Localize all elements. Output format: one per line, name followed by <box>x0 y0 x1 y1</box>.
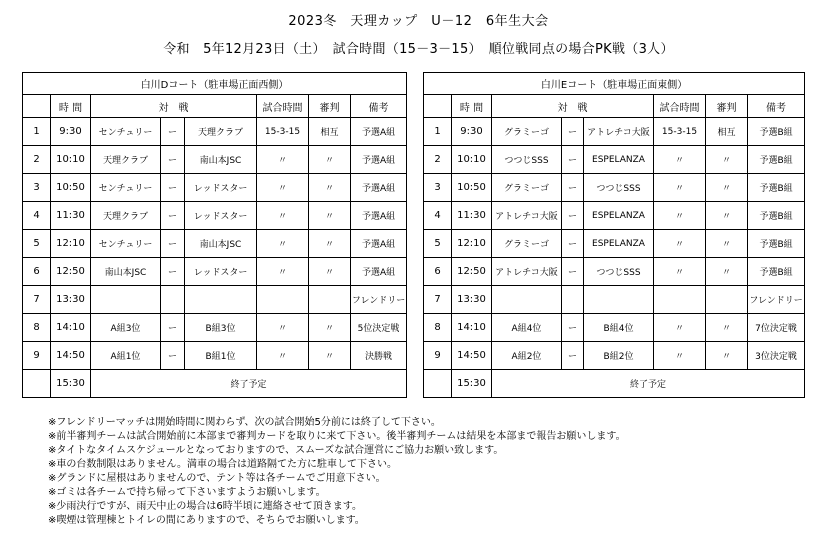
header-duration: 試合時間 <box>654 95 706 118</box>
match-number: 5 <box>23 230 51 258</box>
team-b: ESPELANZA <box>584 146 654 174</box>
team-a <box>91 286 161 314</box>
team-b: アトレチコ大阪 <box>584 118 654 146</box>
match-time: 12:50 <box>51 258 91 286</box>
referee: 〃 <box>309 174 351 202</box>
remarks: 5位決定戦 <box>351 314 407 342</box>
vs-dash: ー <box>562 174 584 202</box>
header-row <box>23 95 407 118</box>
schedule-row <box>424 342 805 370</box>
match-duration: 〃 <box>257 258 309 286</box>
vs-dash: ー <box>562 118 584 146</box>
match-time: 13:30 <box>51 286 91 314</box>
team-b: レッドスター <box>185 202 257 230</box>
match-number: 2 <box>424 146 452 174</box>
match-time: 12:50 <box>452 258 492 286</box>
referee: 〃 <box>309 146 351 174</box>
referee: 〃 <box>706 146 748 174</box>
vs-dash: ー <box>161 258 185 286</box>
vs-dash: ー <box>161 342 185 370</box>
referee <box>309 286 351 314</box>
remarks: 予選B組 <box>748 202 805 230</box>
team-b: B組3位 <box>185 314 257 342</box>
vs-dash: ー <box>161 202 185 230</box>
referee: 〃 <box>706 342 748 370</box>
referee: 〃 <box>309 230 351 258</box>
match-duration: 〃 <box>257 202 309 230</box>
match-number: 5 <box>424 230 452 258</box>
schedule-row <box>23 202 407 230</box>
match-time: 10:50 <box>51 174 91 202</box>
referee: 〃 <box>706 174 748 202</box>
match-time: 10:10 <box>452 146 492 174</box>
match-number: 1 <box>424 118 452 146</box>
team-a: グラミーゴ <box>492 118 562 146</box>
court-name-row <box>424 73 805 95</box>
match-duration: 〃 <box>654 146 706 174</box>
team-a: A組2位 <box>492 342 562 370</box>
note-line: ※グランドに屋根はありませんので、テント等は各チームでご用意下さい。 <box>48 473 386 484</box>
team-a: 天理クラブ <box>91 202 161 230</box>
team-b <box>584 286 654 314</box>
match-number: 8 <box>23 314 51 342</box>
remarks: 決勝戦 <box>351 342 407 370</box>
court-name: 白川Dコート（駐車場正面西側） <box>23 73 407 95</box>
page-subtitle: 令和 5年12月23日（土） 試合時間（15－3－15） 順位戦同点の場合PK戦（3人） <box>163 42 674 57</box>
schedule-row <box>23 146 407 174</box>
team-b: ESPELANZA <box>584 202 654 230</box>
schedule-row <box>424 230 805 258</box>
notes-section <box>48 416 626 528</box>
court-name-row <box>23 73 407 95</box>
schedule-row <box>424 174 805 202</box>
schedule-row <box>23 174 407 202</box>
team-b: つつじSSS <box>584 174 654 202</box>
team-a: グラミーゴ <box>492 230 562 258</box>
referee: 〃 <box>309 202 351 230</box>
end-row <box>424 370 805 398</box>
header-time: 時 間 <box>452 95 492 118</box>
header-remarks: 備考 <box>748 95 805 118</box>
team-a: つつじSSS <box>492 146 562 174</box>
match-number: 3 <box>23 174 51 202</box>
team-b: B組2位 <box>584 342 654 370</box>
note-line: ※車の台数制限はありません。満車の場合は道路隔てた方に駐車して下さい。 <box>48 459 397 470</box>
team-a: グラミーゴ <box>492 174 562 202</box>
team-a: アトレチコ大阪 <box>492 202 562 230</box>
match-time: 10:10 <box>51 146 91 174</box>
match-number: 9 <box>424 342 452 370</box>
match-number: 7 <box>424 286 452 314</box>
court-d-schedule-table <box>22 72 407 398</box>
match-duration: 〃 <box>654 202 706 230</box>
team-b: ESPELANZA <box>584 230 654 258</box>
match-duration: 〃 <box>257 314 309 342</box>
schedule-row <box>424 118 805 146</box>
match-duration: 15-3-15 <box>257 118 309 146</box>
match-time: 12:10 <box>51 230 91 258</box>
remarks: 予選B組 <box>748 174 805 202</box>
vs-dash: ー <box>161 230 185 258</box>
match-time: 14:50 <box>51 342 91 370</box>
team-a: 南山本JSC <box>91 258 161 286</box>
remarks: 予選B組 <box>748 230 805 258</box>
match-number: 3 <box>424 174 452 202</box>
remarks: 7位決定戦 <box>748 314 805 342</box>
referee: 相互 <box>309 118 351 146</box>
match-duration: 〃 <box>257 146 309 174</box>
remarks: フレンドリー <box>748 286 805 314</box>
schedule-row <box>23 314 407 342</box>
vs-dash: ー <box>161 314 185 342</box>
match-duration: 〃 <box>257 230 309 258</box>
schedule-row <box>424 258 805 286</box>
vs-dash: ー <box>562 314 584 342</box>
match-number: 8 <box>424 314 452 342</box>
vs-dash: ー <box>161 118 185 146</box>
remarks: 予選B組 <box>748 258 805 286</box>
team-a: A組1位 <box>91 342 161 370</box>
match-time: 11:30 <box>51 202 91 230</box>
remarks: 予選A組 <box>351 258 407 286</box>
header-row <box>424 95 805 118</box>
match-number: 9 <box>23 342 51 370</box>
schedule-row <box>424 314 805 342</box>
schedule-row <box>23 230 407 258</box>
match-number: 7 <box>23 286 51 314</box>
match-duration: 〃 <box>654 342 706 370</box>
end-time: 15:30 <box>452 370 492 398</box>
note-line: ※少雨決行ですが、雨天中止の場合は6時半頃に連絡させて頂きます。 <box>48 501 362 512</box>
header-time: 時 間 <box>51 95 91 118</box>
team-a: A組3位 <box>91 314 161 342</box>
vs-dash: ー <box>161 146 185 174</box>
match-duration: 〃 <box>257 174 309 202</box>
team-b: 天理クラブ <box>185 118 257 146</box>
remarks: 予選A組 <box>351 146 407 174</box>
match-time: 11:30 <box>452 202 492 230</box>
match-number: 6 <box>424 258 452 286</box>
court-e-schedule-table <box>423 72 805 398</box>
vs-dash <box>161 286 185 314</box>
team-a: アトレチコ大阪 <box>492 258 562 286</box>
match-duration: 15-3-15 <box>654 118 706 146</box>
end-label: 終了予定 <box>91 370 407 398</box>
match-number: 6 <box>23 258 51 286</box>
vs-dash: ー <box>562 146 584 174</box>
page-title: 2023冬 天理カップ U－12 6年生大会 <box>288 14 549 29</box>
remarks: 3位決定戦 <box>748 342 805 370</box>
note-line: ※喫煙は管理棟とトイレの間にありますので、そちらでお願いします。 <box>48 515 365 526</box>
match-duration <box>654 286 706 314</box>
remarks: 予選A組 <box>351 174 407 202</box>
court-name: 白川Eコート（駐車場正面東側） <box>424 73 805 95</box>
referee: 〃 <box>706 258 748 286</box>
match-time: 9:30 <box>452 118 492 146</box>
match-time: 14:10 <box>452 314 492 342</box>
match-time: 10:50 <box>452 174 492 202</box>
match-number: 4 <box>23 202 51 230</box>
schedule-row <box>424 202 805 230</box>
remarks: フレンドリー <box>351 286 407 314</box>
vs-dash: ー <box>562 202 584 230</box>
match-duration <box>257 286 309 314</box>
end-row <box>23 370 407 398</box>
team-a: A組4位 <box>492 314 562 342</box>
team-a: センチュリー <box>91 230 161 258</box>
referee: 〃 <box>706 230 748 258</box>
match-time: 9:30 <box>51 118 91 146</box>
vs-dash: ー <box>562 342 584 370</box>
match-duration: 〃 <box>654 258 706 286</box>
team-b: つつじSSS <box>584 258 654 286</box>
remarks: 予選B組 <box>748 118 805 146</box>
match-time: 14:50 <box>452 342 492 370</box>
vs-dash: ー <box>161 174 185 202</box>
referee: 〃 <box>706 202 748 230</box>
schedule-row <box>424 286 805 314</box>
match-number: 2 <box>23 146 51 174</box>
team-b: レッドスター <box>185 174 257 202</box>
team-a <box>492 286 562 314</box>
schedule-row <box>424 146 805 174</box>
match-time: 12:10 <box>452 230 492 258</box>
referee <box>706 286 748 314</box>
note-line: ※フレンドリーマッチは開始時間に関わらず、次の試合開始5分前には終了して下さい。 <box>48 417 441 428</box>
vs-dash <box>562 286 584 314</box>
referee: 〃 <box>309 342 351 370</box>
match-number: 4 <box>424 202 452 230</box>
vs-dash: ー <box>562 258 584 286</box>
header-referee: 審判 <box>706 95 748 118</box>
remarks: 予選A組 <box>351 230 407 258</box>
schedule-row <box>23 258 407 286</box>
remarks: 予選A組 <box>351 202 407 230</box>
referee: 〃 <box>309 258 351 286</box>
team-a: センチュリー <box>91 174 161 202</box>
referee: 〃 <box>706 314 748 342</box>
team-b: 南山本JSC <box>185 146 257 174</box>
match-time: 14:10 <box>51 314 91 342</box>
note-line: ※前半審判チームは試合開始前に本部まで審判カードを取りに来て下さい。後半審判チームは結果を本部まで報告お願いします。 <box>48 431 626 442</box>
match-duration: 〃 <box>654 314 706 342</box>
schedule-row <box>23 118 407 146</box>
match-duration: 〃 <box>654 174 706 202</box>
header-remarks: 備考 <box>351 95 407 118</box>
team-b: B組1位 <box>185 342 257 370</box>
team-b: レッドスター <box>185 258 257 286</box>
team-b <box>185 286 257 314</box>
header-num <box>424 95 452 118</box>
match-number: 1 <box>23 118 51 146</box>
referee: 相互 <box>706 118 748 146</box>
header-referee: 審判 <box>309 95 351 118</box>
remarks: 予選B組 <box>748 146 805 174</box>
end-label: 終了予定 <box>492 370 805 398</box>
team-a: 天理クラブ <box>91 146 161 174</box>
header-duration: 試合時間 <box>257 95 309 118</box>
team-b: 南山本JSC <box>185 230 257 258</box>
match-time: 13:30 <box>452 286 492 314</box>
end-num <box>23 370 51 398</box>
vs-dash: ー <box>562 230 584 258</box>
header-match: 対 戦 <box>91 95 257 118</box>
schedule-row <box>23 286 407 314</box>
referee: 〃 <box>309 314 351 342</box>
team-b: B組4位 <box>584 314 654 342</box>
match-duration: 〃 <box>257 342 309 370</box>
end-num <box>424 370 452 398</box>
header-match: 対 戦 <box>492 95 654 118</box>
note-line: ※タイトなタイムスケジュールとなっておりますので、スムーズな試合運営にご協力お願い致します。 <box>48 445 504 456</box>
team-a: センチュリー <box>91 118 161 146</box>
header-num <box>23 95 51 118</box>
note-line: ※ゴミは各チームで持ち帰って下さいますようお願いします。 <box>48 487 326 498</box>
end-time: 15:30 <box>51 370 91 398</box>
remarks: 予選A組 <box>351 118 407 146</box>
match-duration: 〃 <box>654 230 706 258</box>
schedule-row <box>23 342 407 370</box>
